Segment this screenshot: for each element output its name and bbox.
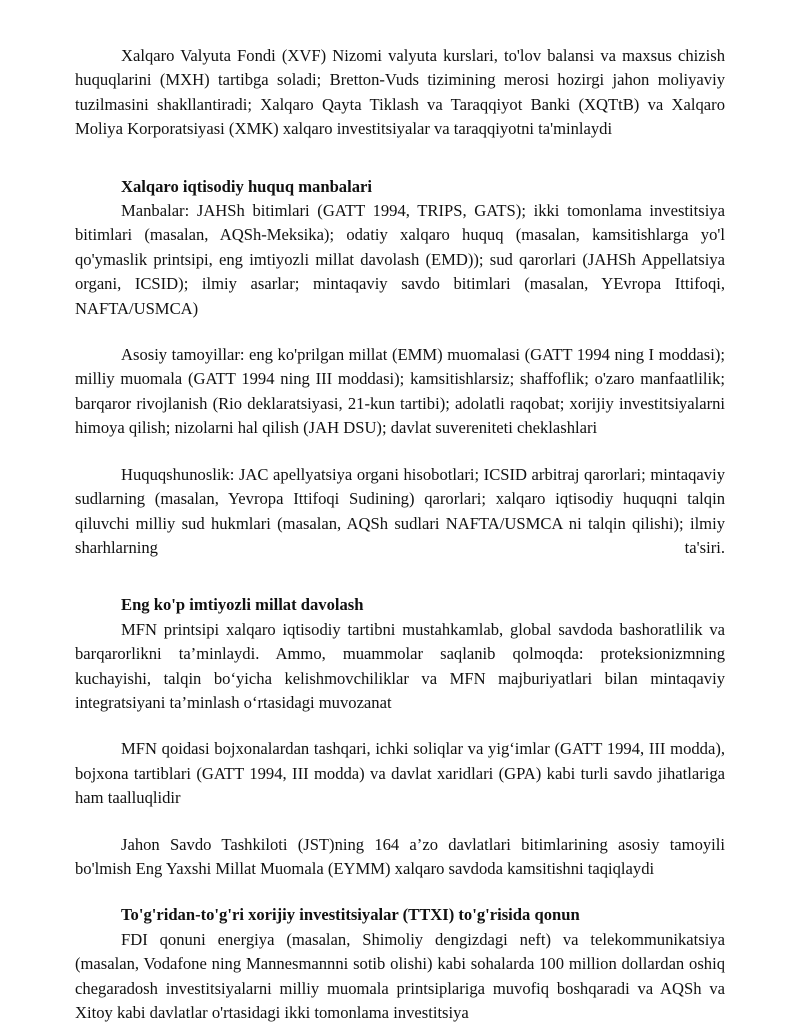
paragraph-jurisprudence: Huquqshunoslik: JAC apellyatsiya organi hisobotlari; ICSID arbitraj qarorlari; mintaqaviy sudlarning (masalan, Yevropa Ittifoqi Sudining) qarorlari; xalqaro iqtisodiy huquqni talqin qiluvchi milliy sud hukmlari (masalan, AQSh sudlari NAFTA/USMCA ni talqin qilishi); ilmiy sharhlarning ta'siri. xyxy=(75,464,725,557)
paragraph-sources: Manbalar: JAHSh bitimlari (GATT 1994, TRIPS, GATS); ikki tomonlama investitsiya bitimlari (masalan, AQSh-Meksika); odatiy xalqaro huquq (masalan, kamsitishlarga yo'l qo'ymaslik printsipi, eng imtiyozli millat davolash (EMD)); sud qarorlari (JAHSh Appellatsiya organi, ICSID); ilmiy asarlar; mintaqaviy savdo bitimlari (masalan, YEvropa Ittifoqi, NAFTA/USMCA) xyxy=(75,201,725,318)
paragraph-wto: Jahon Savdo Tashkiloti (JST)ning 164 a’zo davlatlari bitimlarining asosiy tamoyili bo'lmish Eng Yaxshi Millat Muomala (EYMM) xalqaro savdoda kamsitishni taqiqlaydi xyxy=(75,834,725,878)
paragraph-principles: Asosiy tamoyillar: eng ko'prilgan millat (EMM) muomalasi (GATT 1994 ning I moddasi); milliy muomala (GATT 1994 ning III moddasi); kamsitishlarsiz; shaffoflik; o'zaro manfaatlilik; barqaror rivojlanish (Rio deklaratsiyasi, 21-kun tartibi); adolatli raqobat; xorijiy investitsiyalarni himoya qilish; nizolarni hal qilish (JAH DSU); davlat suvereniteti cheklashlari xyxy=(75,345,725,438)
heading-fdi-law: To'g'ridan-to'g'ri xorijiy investitsiyalar (TTXI) to'g'risida qonun xyxy=(121,905,580,925)
heading-sources-of-law: Xalqaro iqtisodiy huquq manbalari xyxy=(121,176,372,196)
document-page xyxy=(75,44,725,1025)
heading-mfn: Eng ko'p imtiyozli millat davolash xyxy=(121,595,364,615)
paragraph-mfn-rule: MFN qoidasi bojxonalardan tashqari, ichki soliqlar va yig‘imlar (GATT 1994, III modda), bojxona tartiblari (GATT 1994, III modda) va davlat xaridlari (GPA) kabi turli savdo jihatlariga ham taalluqlidir xyxy=(75,739,725,808)
paragraph-imf-charter: Xalqaro Valyuta Fondi (XVF) Nizomi valyuta kurslari, to'lov balansi va maxsus chizish huquqlarini (MXH) tartibga soladi; Bretton-Vuds tizimining merosi hozirgi jahon moliyaviy tuzilmasini shakllantiradi; Xalqaro Qayta Tiklash va Taraqqiyot Banki (XQTtB) va Xalqaro Moliya Korporatsiyasi (XMK) xalqaro investitsiyalar va taraqqiyotni ta'minlaydi xyxy=(75,46,725,139)
paragraph-mfn-principle: MFN printsipi xalqaro iqtisodiy tartibni mustahkamlab, global savdoda bashoratlilik va barqarorlikni ta’minlaydi. Ammo, muammolar saqlanib qolmoqda: proteksionizmning kuchayishi, talqin bo‘yicha kelishmovchiliklar va MFN majburiyatlari bilan mintaqaviy integratsiyani ta’minlash o‘rtasidagi muvozanat xyxy=(75,619,725,712)
paragraph-fdi: FDI qonuni energiya (masalan, Shimoliy dengizdagi neft) va telekommunikatsiya (masalan, Vodafone ning Mannesmannni sotib olishi) kabi sohalarda 100 million dollardan oshiq chegaradosh investitsiyalarni milliy muomala printsiplariga muvofiq boshqaradi va AQSh va Xitoy kabi davlatlar o'rtasidagi ikki tomonlama investitsiya xyxy=(75,929,725,1022)
